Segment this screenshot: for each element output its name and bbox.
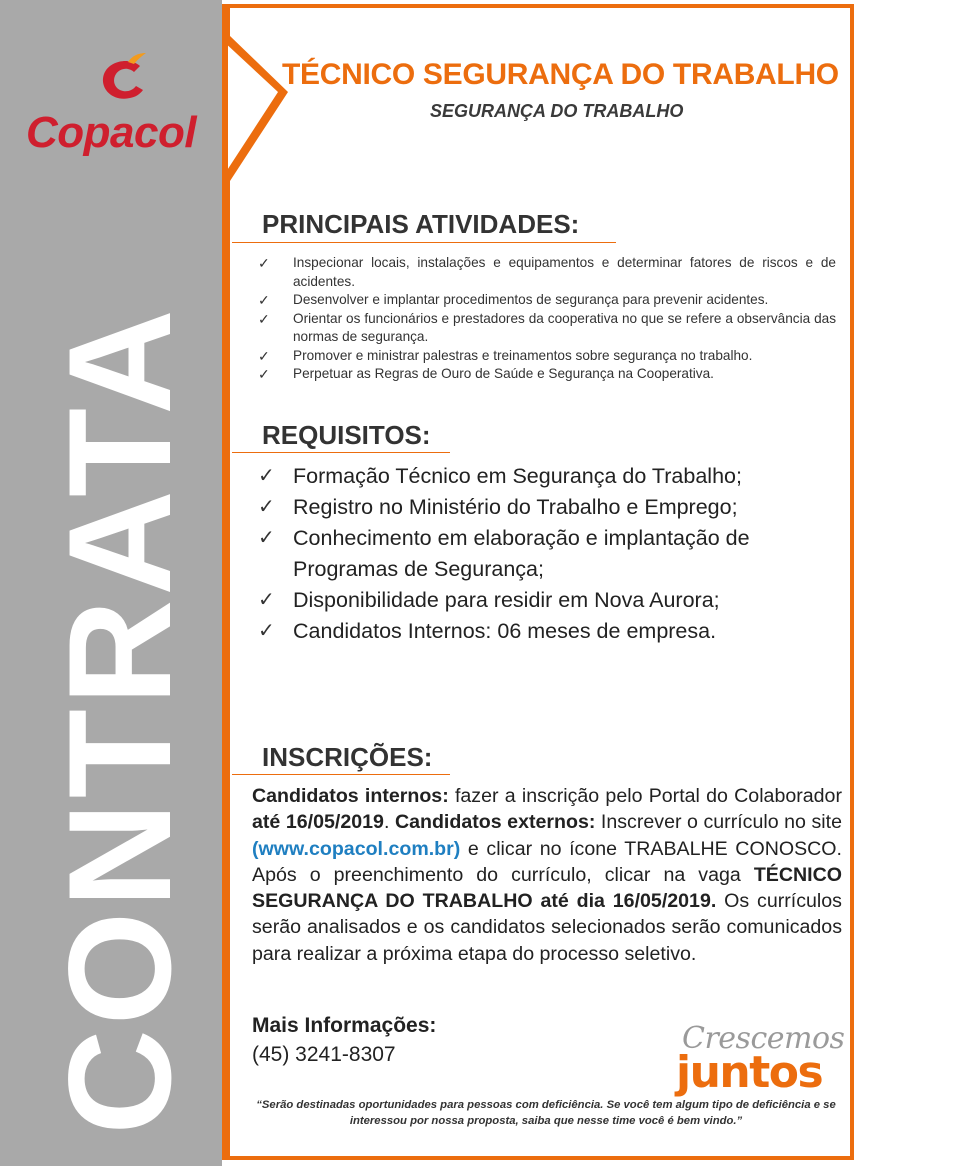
- website-link[interactable]: (www.copacol.com.br): [252, 837, 461, 860]
- check-icon: ✓: [258, 496, 275, 518]
- check-icon: ✓: [258, 366, 270, 382]
- slogan-bold: juntos: [676, 1047, 823, 1098]
- check-icon: ✓: [258, 527, 275, 549]
- brand-logo: [0, 0, 270, 210]
- job-department: SEGURANÇA DO TRABALHO: [430, 101, 684, 121]
- copacol-logo-icon: [96, 50, 154, 104]
- registration-rule: [232, 774, 450, 775]
- requirements-list: [258, 461, 838, 647]
- list-item: ✓ Inspecionar locais, instalações e equipamentos e determinar fatores de riscos e de acidentes.: [258, 255, 836, 289]
- internal-label: Candidatos internos:: [252, 785, 449, 807]
- brand-name: Copacol: [26, 108, 197, 157]
- activities-rule: [232, 242, 616, 243]
- registration-text: Candidatos internos: fazer a inscrição pelo Portal do Colaborador até 16/05/2019. Candidatos externos: Inscrever o currículo no site (www.copacol.com.br) e clicar no ícone TRABALHE CONOSCO. Após o preenchimento do currículo, clicar na vaga TÉCNICO SEGURANÇA DO TRABALHO até dia 16/05/2019. Os currículos serão analisados e os candidatos selecionados serão comunicados para realizar a próxima etapa do processo seletivo.: [252, 785, 843, 965]
- requirements-rule: [232, 452, 450, 453]
- list-item: ✓ Perpetuar as Regras de Ouro de Saúde e Segurança na Cooperativa.: [258, 366, 714, 382]
- job-title: TÉCNICO SEGURANÇA DO TRABALHO: [282, 58, 839, 91]
- side-banner-text: CONTRATA: [38, 305, 201, 1135]
- list-item: ✓ Orientar os funcionários e prestadores da cooperativa no que se refere a observância das normas de segurança.: [258, 310, 836, 344]
- check-icon: ✓: [258, 310, 270, 327]
- activities-heading: PRINCIPAIS ATIVIDADES:: [262, 209, 580, 239]
- requirements-heading: REQUISITOS:: [262, 420, 431, 450]
- list-item: ✓ Disponibilidade para residir em Nova Aurora;: [258, 585, 838, 616]
- registration-heading: INSCRIÇÕES:: [262, 742, 433, 772]
- activities-list: [258, 254, 836, 384]
- check-icon: ✓: [258, 255, 270, 271]
- list-item: ✓ Registro no Ministério do Trabalho e Emprego;: [258, 492, 838, 523]
- external-label: Candidatos externos:: [394, 811, 596, 834]
- vacancy-name: TÉCNICO SEGURANÇA DO TRABALHO até dia 16/05/2019.: [252, 863, 843, 913]
- check-icon: ✓: [258, 620, 275, 642]
- list-item: ✓ Desenvolver e implantar procedimentos de segurança para prevenir acidentes.: [258, 292, 769, 308]
- check-icon: ✓: [258, 292, 270, 308]
- internal-deadline: até 16/05/2019: [252, 811, 384, 834]
- inclusion-disclaimer: “Serão destinadas oportunidades para pessoas com deficiência. Se você tem algum tipo de deficiência e se interessou por nossa proposta, saiba que nesse time você é bem vindo.”: [256, 1099, 836, 1127]
- contact-phone: (45) 3241-8307: [252, 1043, 396, 1066]
- contact-label: Mais Informações:: [252, 1014, 437, 1037]
- list-item: ✓ Formação Técnico em Segurança do Trabalho;: [258, 461, 838, 492]
- check-icon: ✓: [258, 589, 275, 611]
- list-item: ✓ Promover e ministrar palestras e treinamentos sobre segurança no trabalho.: [258, 347, 753, 364]
- check-icon: ✓: [258, 465, 275, 487]
- list-item: ✓ Candidatos Internos: 06 meses de empresa.: [258, 616, 838, 647]
- slogan-script: Crescemos: [682, 1021, 845, 1056]
- list-item: ✓ Conhecimento em elaboração e implantação de Programas de Segurança;: [258, 523, 838, 585]
- check-icon: ✓: [258, 347, 270, 364]
